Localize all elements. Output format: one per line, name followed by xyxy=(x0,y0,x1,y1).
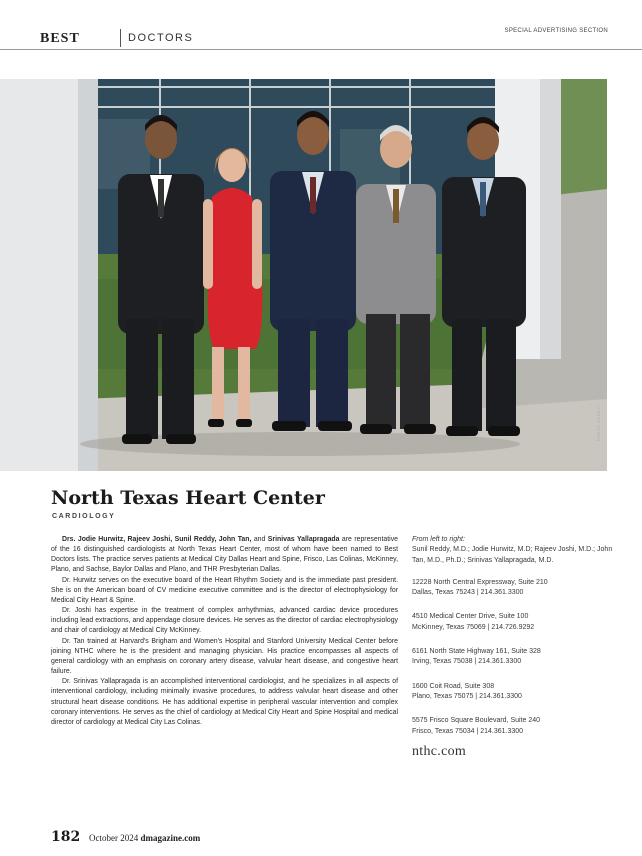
article-title: North Texas Heart Center xyxy=(51,487,325,509)
location-address: 12228 North Central Expressway, Suite 210 xyxy=(412,578,548,586)
photo-credit: PHOTO CREDIT xyxy=(596,404,601,441)
issue-date: October 2024 xyxy=(89,833,141,843)
intro-text: are representative of the 16 distinguished cardiologists at North Texas Heart Center, most of whom have been named to Best Doctors lists. The practice serves patients at Medical City Dallas Heart and Spine, Frisco, Las Colinas, McKinney, Plano, and Sachse, Baylor Dallas and Plano, and THR Presbyterian Dallas. xyxy=(51,536,398,574)
location-item xyxy=(412,647,622,668)
article-subtitle: CARDIOLOGY xyxy=(52,513,116,520)
paragraph-tan: Dr. Tan trained at Harvard's Brigham and Women's Hospital and Stanford University Medical Center before joining NTHC where he is the president and managing physician. His practice encompasses all aspects of general cardiology with an emphasis on coronary artery disease, valvular heart disease, and congestive heart failure. xyxy=(51,637,398,676)
website-link[interactable]: nthc.com xyxy=(412,743,467,759)
caption-names: Sunil Reddy, M.D.; Jodie Hurwitz, M.D; Rajeev Joshi, M.D.; John Tan, M.D., Ph.D.; Srinivas Yallapragada, M.D. xyxy=(412,546,613,564)
paragraph-intro xyxy=(51,535,398,576)
location-address: 5575 Frisco Square Boulevard, Suite 240 xyxy=(412,717,541,725)
location-city-phone: McKinney, Texas 75069 | 214.726.9292 xyxy=(412,623,535,631)
location-address: 4510 Medical Center Drive, Suite 100 xyxy=(412,613,529,621)
header-rule xyxy=(0,49,642,50)
paragraph-joshi: Dr. Joshi has expertise in the treatment of complex arrhythmias, advanced cardiac device procedures including lead extractions, and appendage closure devices. He serves as the director of cardiac electrophysiology and chair of cardiology at Medical City McKinney. xyxy=(51,607,398,635)
location-address: 6161 North State Highway 161, Suite 328 xyxy=(412,648,541,656)
issue-line xyxy=(89,833,200,843)
group-photo xyxy=(0,79,607,471)
location-item xyxy=(412,682,622,703)
header-divider xyxy=(120,29,121,47)
magazine-site: dmagazine.com xyxy=(140,833,201,843)
location-address: 1600 Coit Road, Suite 308 xyxy=(412,682,495,690)
paragraph-hurwitz: Dr. Hurwitz serves on the executive board of the Heart Rhythm Society and is the immediate past president. She is on the American board of CV medicine executive committee and is the director of electrophysiology for Medical City Heart & Spine. xyxy=(51,576,398,604)
page-header xyxy=(40,28,642,48)
article-body xyxy=(51,535,398,728)
location-item xyxy=(412,612,622,633)
location-item xyxy=(412,716,622,737)
brand-label: BEST xyxy=(40,31,80,46)
advertising-label: SPECIAL ADVERTISING SECTION xyxy=(504,28,608,34)
doctor-names-last: Srinivas Yallapragada xyxy=(267,536,340,543)
paragraph-yallapragada: Dr. Srinivas Yallapragada is an accomplished interventional cardiologist, and he specializes in all aspects of interventional cardiology, including minimally invasive procedures, to address valvular heart disease and other structural heart disease conditions. He has additional expertise in peripheral vascular intervention and complex coronary interventions. He serves as the chief of cardiology at Medical City Heart and Spine Hospital and medical director of cardiology at Medical City Las Colinas. xyxy=(51,678,398,726)
location-city-phone: Plano, Texas 75075 | 214.361.3300 xyxy=(412,692,522,700)
names-conjunction: and xyxy=(251,536,268,543)
section-label: DOCTORS xyxy=(128,32,194,44)
location-city-phone: Frisco, Texas 75034 | 214.361.3300 xyxy=(412,727,524,735)
sidebar-info xyxy=(412,535,622,757)
page-number: 182 xyxy=(51,829,81,845)
location-city-phone: Dallas, Texas 75243 | 214.361.3300 xyxy=(412,589,524,597)
location-city-phone: Irving, Texas 75038 | 214.361.3300 xyxy=(412,658,522,666)
caption-intro: From left to right: xyxy=(412,536,465,543)
doctor-names: Drs. Jodie Hurwitz, Rajeev Joshi, Sunil Reddy, John Tan, xyxy=(62,536,252,543)
location-item xyxy=(412,578,622,599)
